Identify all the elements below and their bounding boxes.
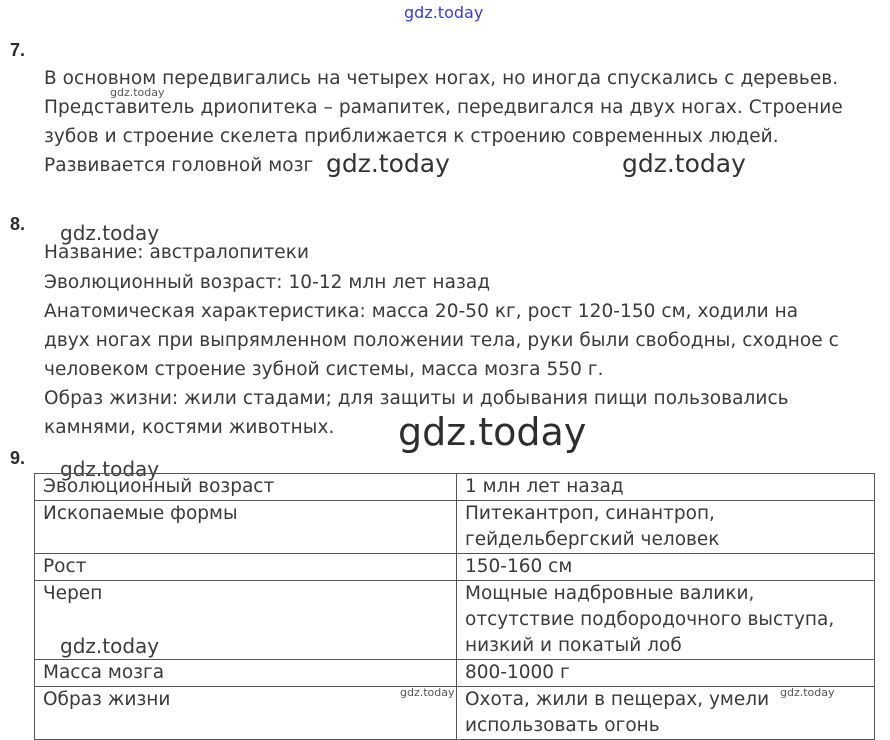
row-value-lifestyle: Охота, жили в пещерах, умели использовать огонь [457, 687, 875, 740]
table-row [35, 501, 875, 554]
s7-line-3: зубов и строение скелета приближается к строению современных людей. [44, 126, 779, 147]
watermark-s7-b: gdz.today [622, 149, 746, 178]
row-value-evolution-age: 1 млн лет назад [457, 474, 875, 501]
watermark-s7-a: gdz.today [326, 149, 450, 178]
watermark-table-small-b: gdz.today [780, 686, 835, 699]
row-value-skull: Мощные надбровные валики, отсутствие подбородочного выступа, низкий и покатый лоб [457, 581, 875, 660]
s8-line-4: двух ногах при выпрямленном положении тела, руки были свободны, сходное с [44, 330, 839, 351]
s7-line-2: Представитель дриопитека – рамапитек, передвигался на двух ногах. Строение [44, 97, 843, 118]
row-value-height: 150-160 см [457, 554, 875, 581]
section-number-8: 8. [10, 214, 26, 234]
evolution-table [34, 473, 875, 740]
table-row [35, 581, 875, 660]
watermark-table-mid: gdz.today [60, 634, 160, 658]
watermark-small-7: gdz.today [110, 86, 165, 99]
s8-line-1: Название: австралопитеки [44, 242, 310, 263]
row-label-skull: Череп [35, 581, 457, 660]
s8-line-2: Эволюционный возраст: 10-12 млн лет назад [44, 272, 491, 293]
watermark-table-small-a: gdz.today [400, 686, 455, 699]
row-label-evolution-age: Эволюционный возраст [35, 474, 457, 501]
watermark-s9-top: gdz.today [60, 457, 160, 481]
row-label-lifestyle: Образ жизни [35, 687, 457, 740]
table-row [35, 554, 875, 581]
row-label-brain-mass: Масса мозга [35, 660, 457, 687]
row-label-fossil-forms: Ископаемые формы [35, 501, 457, 554]
s8-line-7: камнями, костями животных. [44, 417, 335, 438]
s7-line-1: В основном передвигались на четырех ногах, но иногда спускались с деревьев. [44, 68, 839, 89]
s8-line-3: Анатомическая характеристика: масса 20-50 кг, рост 120-150 см, ходили на [44, 301, 799, 322]
section-number-7: 7. [10, 40, 26, 60]
watermark-top: gdz.today [404, 3, 484, 22]
row-label-height: Рост [35, 554, 457, 581]
watermark-s8-top: gdz.today [60, 221, 160, 245]
row-value-brain-mass: 800-1000 г [457, 660, 875, 687]
table-row [35, 660, 875, 687]
s7-line-4: Развивается головной мозг [44, 155, 314, 176]
s8-line-6: Образ жизни: жили стадами; для защиты и добывания пищи пользовались [44, 388, 789, 409]
row-value-fossil-forms: Питекантроп, синантроп, гейдельбергский человек [457, 501, 875, 554]
watermark-big: gdz.today [398, 410, 587, 454]
table-row [35, 474, 875, 501]
s8-line-5: человеком строение зубной системы, масса мозга 550 г. [44, 359, 604, 380]
section-number-9: 9. [10, 448, 26, 468]
